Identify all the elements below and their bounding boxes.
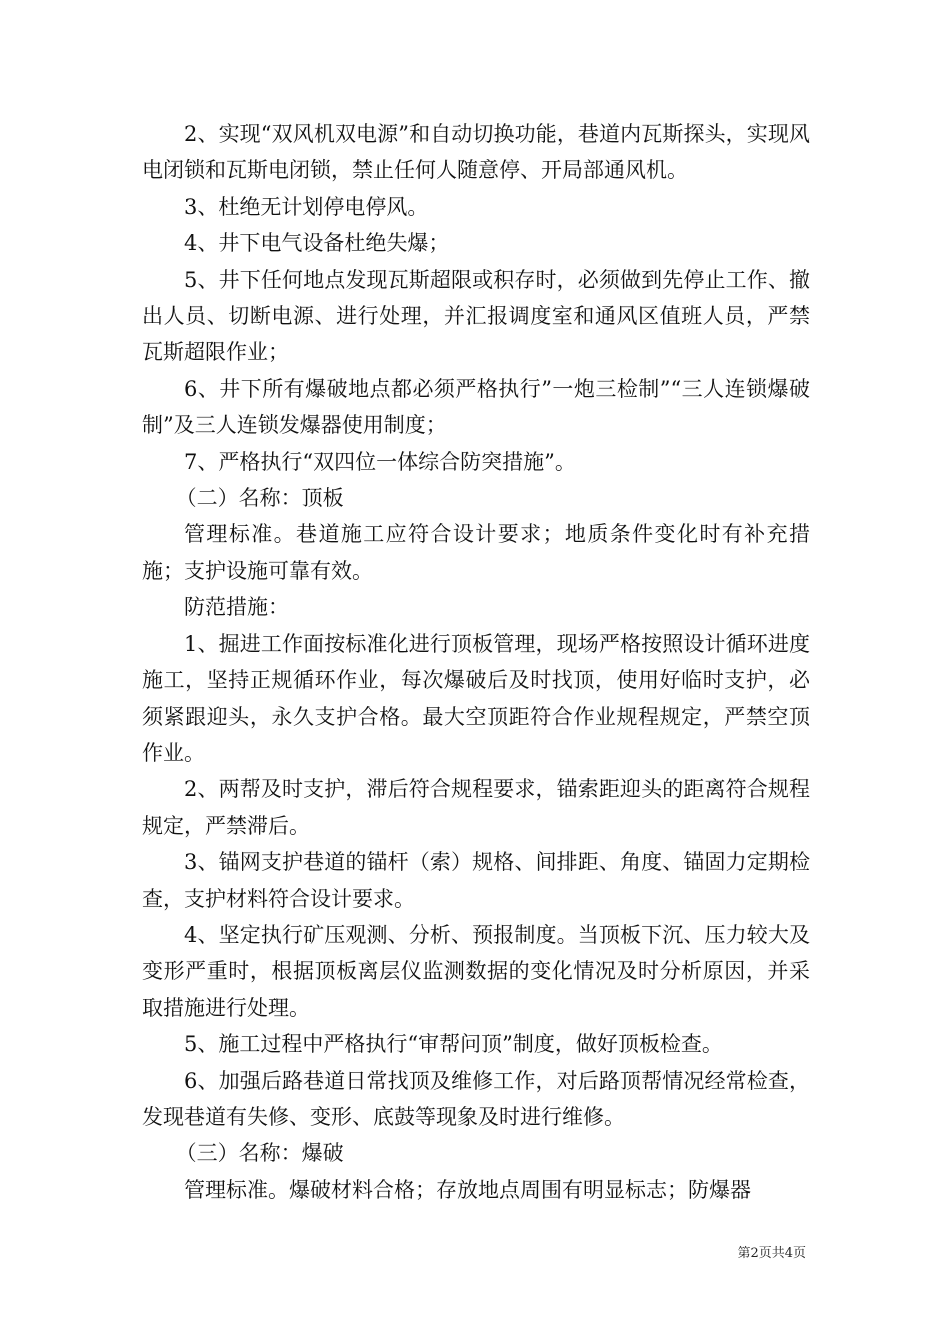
paragraph-item-6: 6、井下所有爆破地点都必须严格执行”一炮三检制”“三人连锁爆破制”及三人连锁发爆器使用制度；: [142, 376, 810, 438]
management-standard-roof: 管理标准。巷道施工应符合设计要求；地质条件变化时有补充措施；支护设施可靠有效。: [142, 522, 810, 583]
paragraph-item-3: 3、杜绝无计划停电停风。: [184, 194, 429, 219]
paragraph-item-4: 4、井下电气设备杜绝失爆；: [184, 231, 450, 256]
roof-measure-3: 3、锚网支护巷道的锚杆（索）规格、间排距、角度、锚固力定期检查，支护材料符合设计要求。: [142, 850, 810, 911]
roof-measure-6: 6、加强后路巷道日常找顶及维修工作，对后路顶帮情况经常检查，发现巷道有失修、变形、底鼓等现象及时进行维修。: [142, 1068, 810, 1129]
roof-measure-5: 5、施工过程中严格执行“审帮问顶”制度，做好顶板检查。: [184, 1032, 723, 1057]
roof-measure-4: 4、坚定执行矿压观测、分析、预报制度。当顶板下沉、压力较大及变形严重时，根据顶板离层仪监测数据的变化情况及时分析原因，并采取措施进行处理。: [142, 922, 810, 1020]
paragraph-item-2: 2、实现“双风机双电源”和自动切换功能，巷道内瓦斯探头，实现风电闭锁和瓦斯电闭锁，禁止任何人随意停、开局部通风机。: [142, 122, 810, 183]
roof-measure-1: 1、掘进工作面按标准化进行顶板管理，现场严格按照设计循环进度施工，坚持正规循环作业，每次爆破后及时找顶，使用好临时支护，必须紧跟迎头，永久支护合格。最大空顶距符合作业规程规定，严禁空顶作业。: [142, 631, 810, 765]
page-number-footer: 第2页共4页: [737, 1246, 806, 1261]
prevention-measures-label: 防范措施：: [184, 595, 289, 620]
paragraph-item-5: 5、井下任何地点发现瓦斯超限或积存时，必须做到先停止工作、撤出人员、切断电源、进行处理，并汇报调度室和通风区值班人员，严禁瓦斯超限作业；: [142, 267, 810, 365]
section-heading-blasting: （三）名称：爆破: [175, 1141, 344, 1166]
document-body: [142, 116, 810, 1208]
roof-measure-2: 2、两帮及时支护，滞后符合规程要求，锚索距迎头的距离符合规程规定，严禁滞后。: [142, 777, 810, 838]
management-standard-blasting: 管理标准。爆破材料合格；存放地点周围有明显标志；防爆器: [184, 1177, 751, 1202]
section-heading-roof: （二）名称：顶板: [175, 486, 344, 511]
paragraph-item-7: 7、严格执行“双四位一体综合防突措施”。: [184, 449, 576, 474]
